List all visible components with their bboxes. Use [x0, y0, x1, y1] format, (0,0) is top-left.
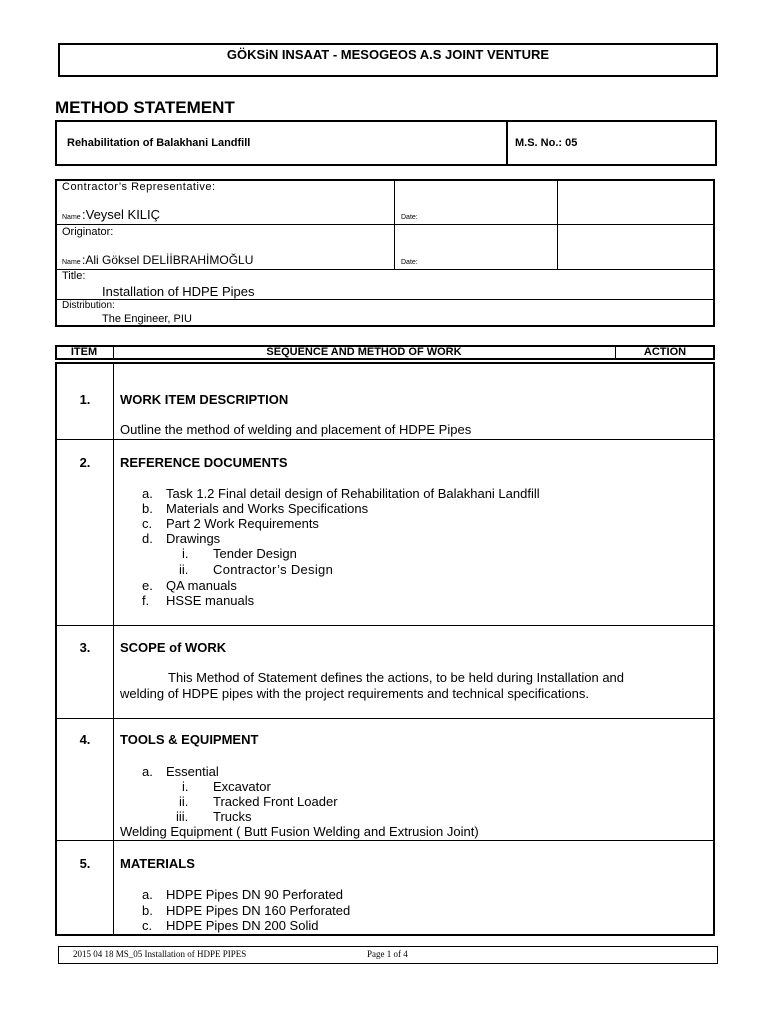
col-item: ITEM: [70, 346, 98, 358]
document-title: METHOD STATEMENT: [55, 98, 235, 117]
company-header: [58, 43, 718, 77]
section-number: 4.: [79, 732, 91, 747]
section-title: MATERIALS: [120, 856, 195, 871]
list-marker: d.: [142, 531, 153, 546]
list-marker: c.: [142, 516, 153, 531]
list-item: Contractor’s Design: [213, 562, 334, 577]
project-name: Rehabilitation of Balakhani Landfill: [67, 137, 251, 149]
contractor-label: Contractor’s Representative:: [62, 181, 216, 193]
info-col-divider: [394, 179, 395, 269]
company-name: GÖKSiN INSAAT - MESOGEOS A.S JOINT VENTURE: [226, 47, 550, 62]
title-label: Title:: [62, 270, 86, 282]
section-text-line: welding of HDPE pipes with the project requirements and technical specifications.: [120, 686, 589, 701]
list-item: Excavator: [213, 779, 271, 794]
section-number: 1.: [79, 392, 91, 407]
list-marker: ii.: [179, 562, 189, 577]
list-item: HSSE manuals: [166, 593, 255, 608]
project-box: [55, 120, 717, 166]
info-divider: [55, 269, 715, 270]
list-marker: b.: [142, 903, 153, 918]
distribution-label: Distribution:: [62, 300, 115, 311]
list-item: Part 2 Work Requirements: [166, 516, 319, 531]
section-divider: [55, 840, 715, 841]
list-item: Tender Design: [213, 546, 297, 561]
section-divider: [55, 439, 715, 440]
list-marker: c.: [142, 918, 153, 933]
list-item: Task 1.2 Final detail design of Rehabilitation of Balakhani Landfill: [166, 486, 540, 501]
list-item: Trucks: [213, 809, 252, 824]
contractor-name: :Veysel KILIÇ: [82, 207, 161, 222]
section-title: TOOLS & EQUIPMENT: [120, 732, 259, 747]
list-item: HDPE Pipes DN 90 Perforated: [166, 887, 344, 902]
section-number: 3.: [79, 640, 91, 655]
section-title: SCOPE of WORK: [120, 640, 227, 655]
info-divider: [55, 224, 715, 225]
list-marker: i.: [182, 546, 189, 561]
list-marker: iii.: [176, 809, 189, 824]
name-label: Name: [62, 214, 81, 221]
col-action: ACTION: [643, 346, 687, 358]
list-marker: b.: [142, 501, 153, 516]
footer-doc-ref: 2015 04 18 MS_05 Installation of HDPE PIPES: [73, 949, 247, 959]
list-marker: f.: [142, 593, 150, 608]
section-text: Welding Equipment ( Butt Fusion Welding and Extrusion Joint): [120, 824, 479, 839]
list-marker: a.: [142, 764, 153, 779]
title-value: Installation of HDPE Pipes: [102, 284, 255, 299]
list-marker: i.: [182, 779, 189, 794]
project-divider: [506, 122, 508, 166]
section-text-line: This Method of Statement defines the actions, to be held during Installation and: [168, 670, 625, 685]
section-divider: [55, 718, 715, 719]
name-label: Name: [62, 259, 81, 266]
list-marker: a.: [142, 887, 153, 902]
originator-name: :Ali Göksel DELİİBRAHİMOĞLU: [82, 253, 254, 267]
list-item: QA manuals: [166, 578, 237, 593]
section-text: Outline the method of welding and placement of HDPE Pipes: [120, 422, 472, 437]
date-label: Date:: [401, 259, 418, 266]
section-number: 2.: [79, 455, 91, 470]
date-label: Date:: [401, 214, 418, 221]
distribution-value: The Engineer, PIU: [102, 313, 192, 325]
list-item: HDPE Pipes DN 160 Perforated: [166, 903, 351, 918]
originator-label: Originator:: [62, 226, 114, 238]
list-item: Tracked Front Loader: [213, 794, 338, 809]
list-item: Drawings: [166, 531, 221, 546]
section-title: WORK ITEM DESCRIPTION: [120, 392, 289, 407]
col-sequence: SEQUENCE AND METHOD OF WORK: [266, 346, 462, 358]
list-marker: ii.: [179, 794, 189, 809]
list-marker: e.: [142, 578, 153, 593]
page-footer: [58, 946, 718, 964]
info-col-divider: [557, 179, 558, 269]
list-item: HDPE Pipes DN 200 Solid: [166, 918, 319, 933]
footer-page-number: Page 1 of 4: [367, 949, 408, 959]
section-number: 5.: [79, 856, 91, 871]
list-marker: a.: [142, 486, 153, 501]
info-divider: [55, 299, 715, 300]
list-item: Essential: [166, 764, 219, 779]
ms-number: M.S. No.: 05: [515, 137, 578, 149]
list-item: Materials and Works Specifications: [166, 501, 369, 516]
section-title: REFERENCE DOCUMENTS: [120, 455, 288, 470]
section-divider: [55, 625, 715, 626]
